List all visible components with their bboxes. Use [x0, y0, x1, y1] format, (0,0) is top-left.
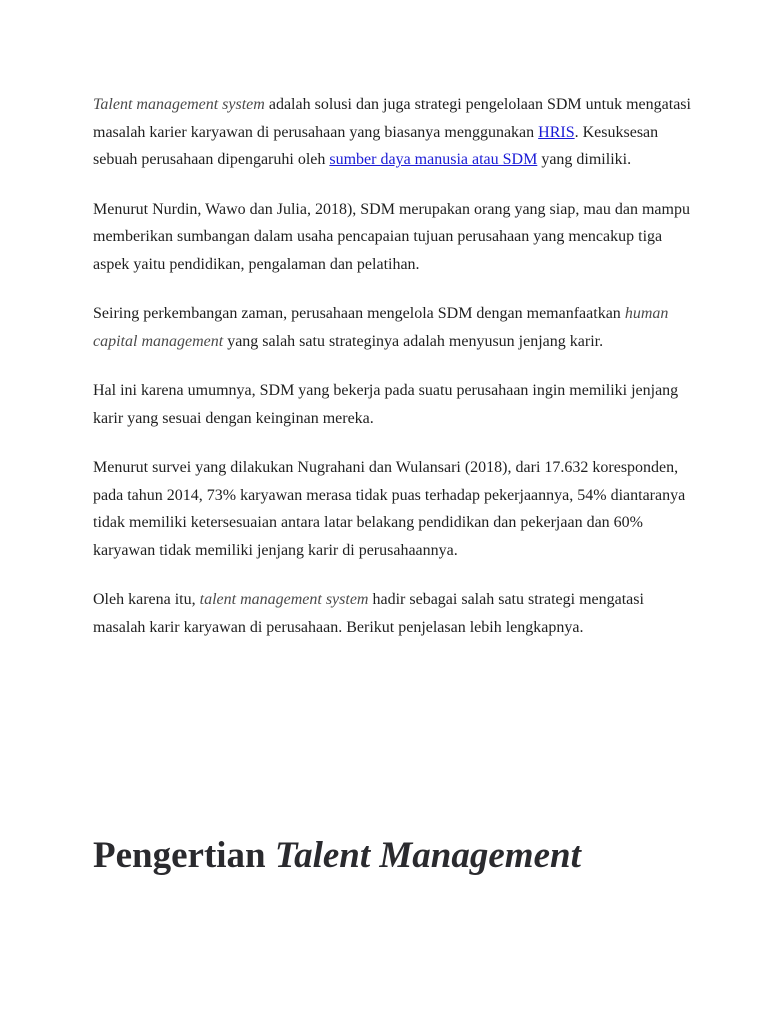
term-talent-management-system: talent management system: [199, 591, 369, 608]
term-talent-management-system: Talent management system: [93, 96, 265, 113]
paragraph-hcm: [93, 300, 693, 355]
paragraph-survey: Menurut survei yang dilakukan Nugrahani dan Wulansari (2018), dari 17.632 koresponden, pada tahun 2014, 73% karyawan merasa tidak puas terhadap pekerjaannya, 54% diantaranya tidak memiliki ketersesuaian antara latar belakang pendidikan dan pekerjaan dan 60% karyawan tidak memiliki jenjang karir di perusahaannya.: [93, 459, 686, 559]
paragraph-text: . Kesuksesan sebuah perusahaan dipengaruhi oleh: [93, 123, 659, 168]
paragraph-text: Oleh karena itu,: [93, 591, 200, 608]
paragraph-text: yang dimiliki.: [537, 151, 632, 168]
paragraph-career: Hal ini karena umumnya, SDM yang bekerja pada suatu perusahaan ingin memiliki jenjang karir yang sesuai dengan keinginan mereka.: [93, 382, 679, 427]
paragraph-conclusion: [93, 586, 693, 641]
sdm-link[interactable]: sumber daya manusia atau SDM: [329, 151, 538, 168]
paragraph-text: yang salah satu strateginya adalah menyusun jenjang karir.: [223, 332, 604, 350]
article-body: [93, 91, 693, 663]
paragraph-text: Seiring perkembangan zaman, perusahaan mengelola SDM dengan memanfaatkan: [93, 305, 625, 322]
paragraph-intro: [93, 91, 693, 174]
paragraph-definition: Menurut Nurdin, Wawo dan Julia, 2018), SDM merupakan orang yang siap, mau dan mampu memberikan sumbangan dalam usaha pencapaian tujuan perusahaan yang mencakup tiga aspek yaitu pendidikan, pengalaman dan pelatihan.: [93, 200, 690, 273]
paragraph-text: adalah solusi dan juga strategi pengelolaan SDM untuk mengatasi masalah karier karyawan di perusahaan yang biasanya menggunakan: [93, 96, 691, 141]
term-human-capital-management: human capital management: [93, 305, 669, 350]
section-heading: [93, 832, 581, 880]
hris-link[interactable]: HRIS: [538, 123, 575, 141]
paragraph-text: hadir sebagai salah satu strategi mengatasi masalah karir karyawan di perusahaan. Berikut penjelasan lebih lengkapnya.: [93, 591, 644, 636]
heading-plain: Pengertian: [93, 835, 275, 876]
heading-italic: Talent Management: [274, 835, 581, 876]
